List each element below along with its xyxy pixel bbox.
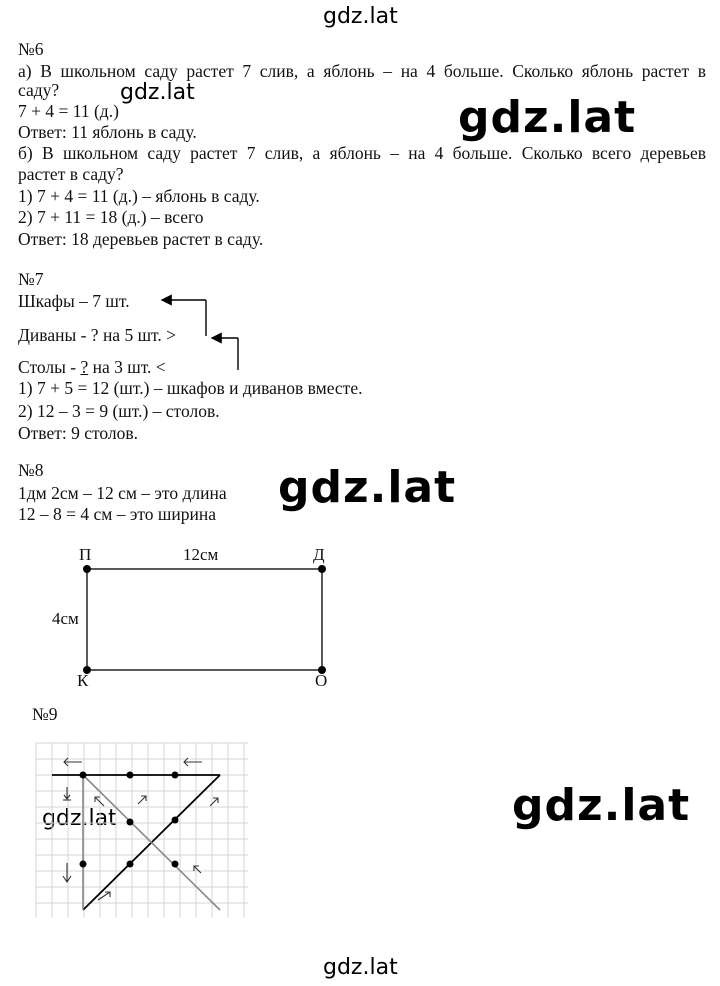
vertex-label-k: К — [77, 671, 89, 690]
task7-arrow-upper — [162, 300, 206, 336]
task8-line2: 12 – 8 = 4 см – это ширина — [18, 504, 216, 524]
task9-figure — [52, 772, 220, 911]
task7-row-tables-prefix: Столы - — [18, 357, 81, 377]
task9-number: №9 — [32, 704, 58, 724]
arrow-down-icon — [63, 863, 71, 882]
task6-a-answer: Ответ: 11 яблонь в саду. — [18, 122, 197, 142]
task6-a-calc: 7 + 4 = 11 (д.) — [18, 101, 119, 121]
vertex-label-o: О — [315, 671, 328, 690]
width-label: 4см — [52, 609, 79, 628]
task6-b-step1: 1) 7 + 4 = 11 (д.) – яблонь в саду. — [18, 186, 260, 206]
vertex-point-p — [83, 565, 91, 573]
task8-line1: 1дм 2см – 12 см – это длина — [18, 483, 227, 503]
vertex-point-d — [318, 565, 326, 573]
task8-rectangle — [83, 565, 326, 674]
arrow-diagonal-icon — [210, 798, 218, 806]
length-label: 12см — [183, 545, 219, 564]
task6-b-answer: Ответ: 18 деревьев растет в саду. — [18, 229, 264, 249]
arrow-diagonal-icon — [138, 796, 146, 804]
watermark: gdz.lat — [458, 92, 637, 143]
task7-step1: 1) 7 + 5 = 12 (шт.) – шкафов и диванов вместе. — [18, 378, 363, 398]
vertex-label-p: П — [79, 545, 92, 564]
task7-arrow-lower — [212, 338, 238, 370]
task6-number: №6 — [18, 39, 44, 59]
vertex-label-d: Д — [313, 545, 325, 564]
watermark: gdz.lat — [120, 80, 195, 105]
task6-a-text: а) В школьном саду растет 7 слив, а яблонь – на 4 больше. Сколько яблонь растет в — [18, 61, 706, 81]
arrow-down-icon — [63, 787, 71, 800]
task7-row-tables-question: ? — [80, 357, 89, 377]
watermark-top: gdz.lat — [323, 4, 398, 29]
task9-grid — [36, 743, 248, 918]
watermark: gdz.lat — [42, 806, 117, 831]
watermark-bottom: gdz.lat — [323, 955, 398, 980]
task6-a-text-cont: саду? — [18, 80, 60, 100]
task7-row-tables-suffix: на 3 шт. < — [88, 357, 166, 377]
task7-number: №7 — [18, 269, 44, 289]
watermark: gdz.lat — [278, 462, 457, 513]
task8-number: №8 — [18, 460, 44, 480]
task6-b-text-cont: растет в саду? — [18, 164, 124, 184]
task6-b-step2: 2) 7 + 11 = 18 (д.) – всего — [18, 207, 204, 227]
task7-answer: Ответ: 9 столов. — [18, 423, 139, 443]
task7-row-sofas: Диваны - ? на 5 шт. > — [18, 325, 177, 345]
task7-row-wardrobes: Шкафы – 7 шт. — [18, 291, 130, 311]
task6-b-text: б) В школьном саду растет 7 слив, а яблонь – на 4 больше. Сколько всего деревьев — [18, 143, 706, 163]
watermark: gdz.lat — [512, 780, 691, 831]
arrow-diagonal-icon — [194, 866, 201, 873]
task7-step2: 2) 12 – 3 = 9 (шт.) – столов. — [18, 401, 220, 421]
